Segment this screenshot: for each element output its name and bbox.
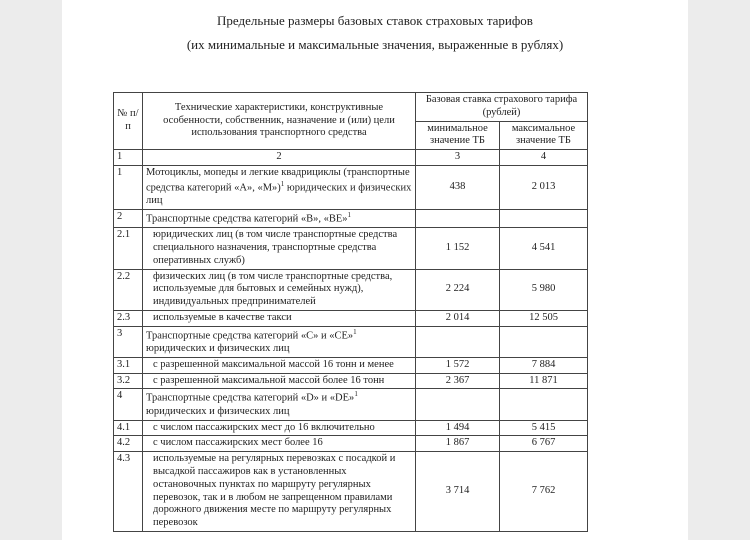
min-value: 1 572 xyxy=(416,357,500,373)
row-description-text: Транспортные средства категорий «B», «BE» xyxy=(146,213,348,225)
row-description xyxy=(143,228,416,269)
header-base-rate: Базовая ставка страхового тарифа (рублей) xyxy=(416,93,588,122)
row-description-text: физических лиц (в том числе транспортные средства, используемые для бытовых и семейных нужд), индивидуальных предпринимателей xyxy=(153,270,393,308)
row-description-owner: юридических и физических лиц xyxy=(146,343,290,355)
row-description-text: используемые в качестве такси xyxy=(153,311,292,323)
max-value: 6 767 xyxy=(500,436,588,452)
min-value: 2 224 xyxy=(416,269,500,310)
min-value xyxy=(416,389,500,420)
table-row xyxy=(114,357,588,373)
header-num: № п/п xyxy=(114,93,143,150)
row-number: 2 xyxy=(114,209,143,227)
row-description xyxy=(143,269,416,310)
max-value xyxy=(500,326,588,357)
max-value: 5 980 xyxy=(500,269,588,310)
max-value: 4 541 xyxy=(500,228,588,269)
row-description xyxy=(143,310,416,326)
row-description xyxy=(143,436,416,452)
table-row xyxy=(114,209,588,227)
row-description-owner: юридических и физических лиц xyxy=(146,182,412,207)
header-characteristics: Технические характеристики, конструктивные особенности, собственник, назначение и (или) цели использования транспортного средства xyxy=(143,93,416,150)
max-value: 7 884 xyxy=(500,357,588,373)
max-value: 12 505 xyxy=(500,310,588,326)
min-value: 1 867 xyxy=(416,436,500,452)
row-description-text: Транспортные средства категорий «C» и «CE» xyxy=(146,330,354,342)
column-numbers-row xyxy=(114,150,588,166)
row-number: 4.3 xyxy=(114,452,143,532)
table-body xyxy=(114,165,588,531)
column-number: 2 xyxy=(143,150,416,166)
right-margin xyxy=(688,0,750,540)
table-row xyxy=(114,389,588,420)
min-value: 1 494 xyxy=(416,420,500,436)
row-number: 2.2 xyxy=(114,269,143,310)
header-max: максимальное значение ТБ xyxy=(500,121,588,150)
column-number: 3 xyxy=(416,150,500,166)
max-value: 7 762 xyxy=(500,452,588,532)
row-description xyxy=(143,209,416,227)
footnote-marker: 1 xyxy=(347,210,352,219)
row-description-text: Транспортные средства категорий «D» и «DE» xyxy=(146,392,355,404)
table-row xyxy=(114,269,588,310)
table-row xyxy=(114,436,588,452)
row-description xyxy=(143,420,416,436)
table-row xyxy=(114,165,588,209)
row-description xyxy=(143,357,416,373)
row-number: 3.2 xyxy=(114,373,143,389)
max-value: 2 013 xyxy=(500,165,588,209)
max-value: 5 415 xyxy=(500,420,588,436)
row-description-text: с числом пассажирских мест до 16 включительно xyxy=(153,421,375,433)
row-description-text: с разрешенной максимальной массой более 16 тонн xyxy=(153,374,385,386)
row-description xyxy=(143,389,416,420)
row-description-text: с разрешенной максимальной массой 16 тонн и менее xyxy=(153,358,394,370)
row-description-text: с числом пассажирских мест более 16 xyxy=(153,437,323,449)
header-row xyxy=(114,93,588,122)
row-description-text: Мотоциклы, мопеды и легкие квадрициклы (транспортные средства категорий «A», «M») xyxy=(146,166,410,194)
row-number: 4.2 xyxy=(114,436,143,452)
row-number: 4 xyxy=(114,389,143,420)
min-value: 1 152 xyxy=(416,228,500,269)
table-row xyxy=(114,228,588,269)
min-value: 2 014 xyxy=(416,310,500,326)
document-subtitle: (их минимальные и максимальные значения, выраженные в рублях) xyxy=(186,37,564,52)
footnote-marker: 1 xyxy=(354,390,358,399)
row-description xyxy=(143,326,416,357)
row-description xyxy=(143,452,416,532)
max-value: 11 871 xyxy=(500,373,588,389)
tariff-table xyxy=(113,92,588,532)
min-value xyxy=(416,209,500,227)
table-row xyxy=(114,420,588,436)
row-number: 3.1 xyxy=(114,357,143,373)
row-description-text: используемые на регулярных перевозках с посадкой и высадкой пассажиров как в установленных остановочных пунктах по маршруту регулярных перевозок, так и в любом не запрещенном правилами дорожного движения месте по маршруту регулярных перевозок xyxy=(153,453,396,529)
table-row xyxy=(114,452,588,532)
min-value: 438 xyxy=(416,165,500,209)
row-description xyxy=(143,165,416,209)
min-value: 2 367 xyxy=(416,373,500,389)
row-number: 2.3 xyxy=(114,310,143,326)
min-value: 3 714 xyxy=(416,452,500,532)
header-min: минимальное значение ТБ xyxy=(416,121,500,150)
max-value xyxy=(500,389,588,420)
row-number: 4.1 xyxy=(114,420,143,436)
table-row xyxy=(114,326,588,357)
table-row xyxy=(114,373,588,389)
min-value xyxy=(416,326,500,357)
row-number: 1 xyxy=(114,165,143,209)
row-number: 3 xyxy=(114,326,143,357)
footnote-marker: 1 xyxy=(280,179,285,188)
row-description-owner: юридических и физических лиц xyxy=(146,405,290,417)
document-title: Предельные размеры базовых ставок страховых тарифов xyxy=(217,13,533,28)
max-value xyxy=(500,209,588,227)
row-number: 2.1 xyxy=(114,228,143,269)
row-description xyxy=(143,373,416,389)
column-number: 1 xyxy=(114,150,143,166)
column-number: 4 xyxy=(500,150,588,166)
footnote-marker: 1 xyxy=(353,327,357,336)
left-margin xyxy=(0,0,62,540)
table-row xyxy=(114,310,588,326)
row-description-text: юридических лиц (в том числе транспортные средства специального назначения, транспортные средства оперативных служб) xyxy=(153,229,398,266)
